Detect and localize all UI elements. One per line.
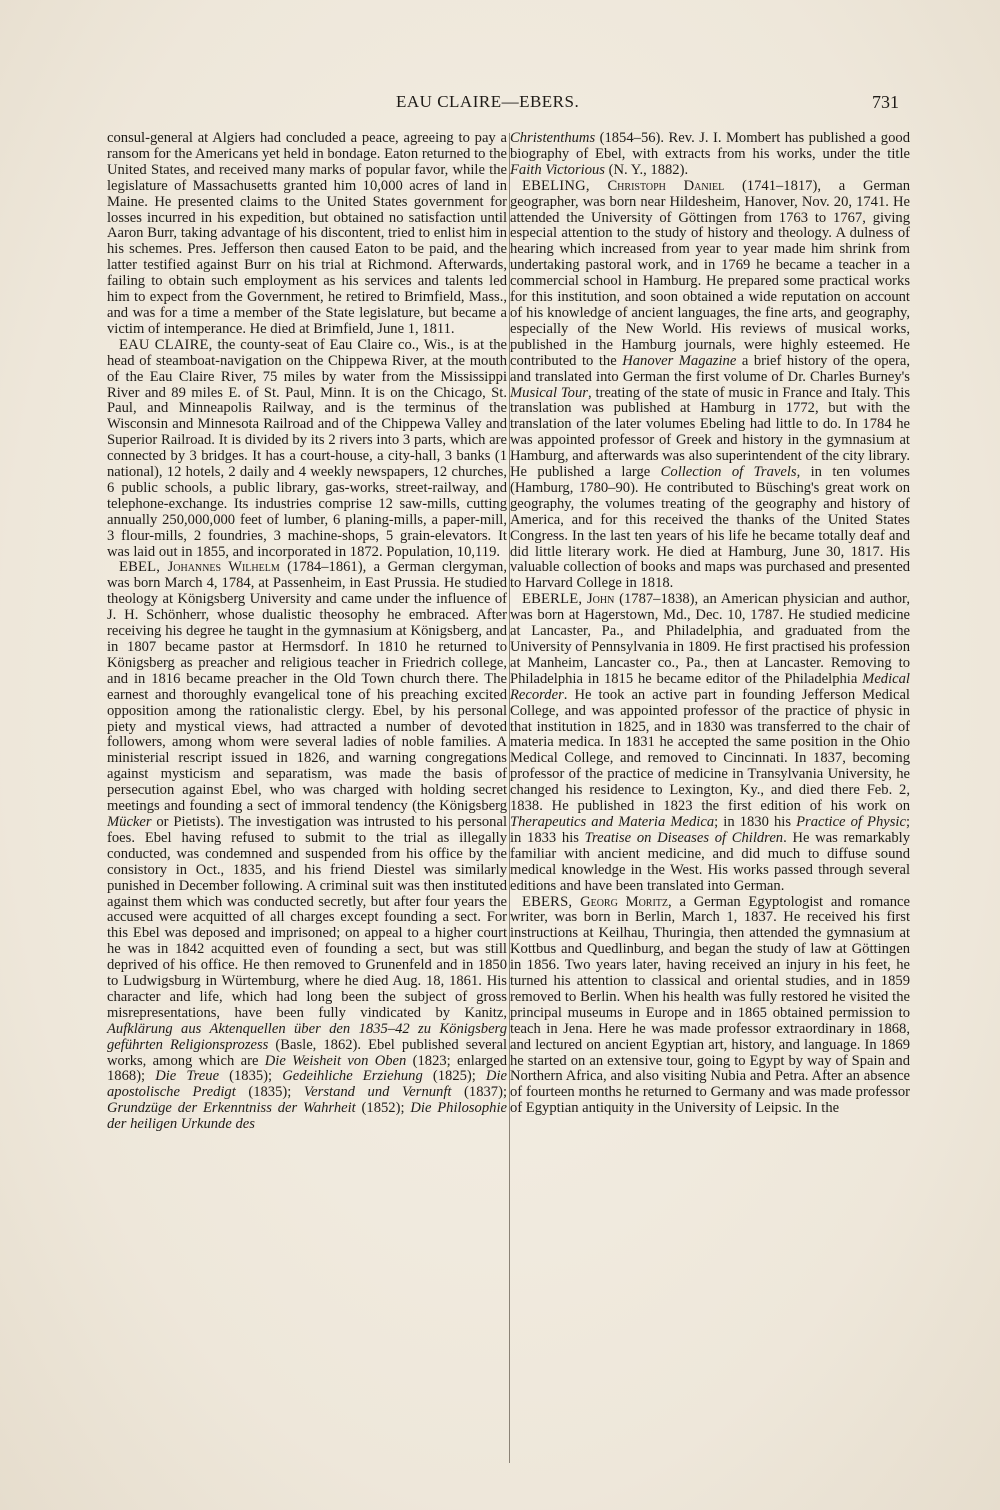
entry-text: . He was remarkably familiar with ancient medicine, and did much to diffuse sound medical knowledge in the West. His works passed through several editions and have been translated into German.	[510, 829, 911, 894]
entry-ebeling	[510, 179, 910, 593]
italic-title: Aufklärung aus Aktenquellen über den 1835–42 zu Königsberg geführten Religionsprozess	[107, 1020, 507, 1053]
entry-headword: EBELING,	[522, 177, 590, 194]
entry-text: , treating of the state of music in France and Italy. This translation was published at Hamburg in 1772, but with the translation of the later volumes Ebeling had little to do. In 1784 he was appointed professor of Greek and history in the gymnasium at Hamburg, and afterwards was also superintendent of the city library. He published a large	[510, 384, 910, 481]
italic-title: Medical Recorder	[510, 670, 910, 703]
entry-text: (1852);	[355, 1100, 411, 1117]
italic-term: Mücker	[107, 813, 152, 830]
entry-ebers	[510, 895, 910, 1118]
italic-title: Hanover Magazine	[622, 352, 737, 369]
entry-text: (1825);	[422, 1068, 486, 1085]
entry-text: (1741–1817), a German geographer, was born near Hildesheim, Hanover, Nov. 20, 1741. He attended the University of Göttingen from 1763 to 1767, giving especial attention to the study of history and theology. A dulness of hearing which increased from year to year made him shrink from undertaking pastoral work, and in 1769 he became a teacher in a commercial school in Hamburg. He prepared some practical works for this institution, and soon obtained a wide reputation on account of his knowledge of ancient languages, the fine arts, and geography, especially of the New World. His reviews of musical works, published in the Hamburg journals, were highly esteemed. He contributed to the	[510, 177, 910, 369]
ebel-continuation-paragraph	[510, 131, 910, 179]
entry-headword: EBEL,	[119, 559, 161, 576]
italic-title: Die Philosophie der heiligen Urkunde des	[107, 1100, 507, 1133]
italic-title: Die Treue	[155, 1068, 220, 1085]
left-column	[107, 131, 507, 1133]
italic-title: Christenthums	[510, 130, 596, 146]
italic-title: Treatise on Diseases of Children	[584, 829, 784, 846]
entry-given-names: Johannes Wilhelm	[167, 559, 280, 576]
entry-text: (Basle, 1862). Ebel published several works, among which are	[107, 1036, 508, 1069]
entry-text: (1837);	[451, 1084, 508, 1101]
entry-text: a brief history of the opera, and translated into German the first volume of Dr. Charles Burney's	[510, 352, 911, 385]
page-number: 731	[872, 92, 899, 112]
entry-text: (1787–1838), an American physician and author, was born at Hagerstown, Md., Dec. 10, 1787. He studied medicine at Lancaster, Pa., and Philadelphia, and graduated from the University of Pennsylvania in 1809. He first practised his profession at Manheim, Lancaster co., Pa., then at Lancaster. Removing to Philadelphia in 1815 he became editor of the Philadelphia	[510, 591, 910, 687]
entry-eau-claire	[107, 338, 507, 561]
entry-headword: EAU CLAIRE,	[119, 336, 213, 353]
entry-headword: EBERS,	[522, 893, 573, 910]
entry-text: , in ten volumes (Hamburg, 1780–90). He contributed to Büsching's great work on geography, the volumes treating of the geography and history of America, and for this received the thanks of the United States Congress. In the last ten years of his life he became totally deaf and did little literary work. He died at Hamburg, June 30, 1817. His valuable collection of books and maps was purchased and presented to Harvard College in 1818.	[510, 464, 910, 592]
entry-given-names: Christoph Daniel	[607, 177, 725, 194]
running-head: EAU CLAIRE—EBERS.	[396, 92, 580, 111]
entry-text: , a German Egyptologist and romance writer, was born in Berlin, March 1, 1837. He received his first instructions at Keilhau, Thuringia, then attended the gymnasium at Kottbus and Quedlinburg, and began the study of law at Göttingen in 1856. Two years later, having received an injury in his feet, he turned his attention to classical and oriental studies, and in 1859 removed to Berlin. When his health was fully restored he visited the principal museums in Europe and in 1865 obtained permission to teach in Jena. Here he was made professor extraordinary in 1868, and lectured on ancient Egyptian art, history, and language. In 1869 he started on an extensive tour, going to Egypt by way of Spain and Northern Africa, and also visiting Nubia and Petra. After an absence of fourteen months he returned to Germany and was made professor of Egyptian antiquity in the University of Leipsic. In the	[510, 893, 910, 1117]
italic-title: Musical Tour	[510, 384, 588, 401]
entry-text: ; in 1833 his	[510, 813, 911, 846]
right-column	[510, 131, 910, 1117]
entry-text: (1823; enlarged 1868);	[107, 1052, 507, 1085]
italic-title: Practice of Physic	[796, 813, 906, 830]
italic-title: Grundzüge der Erkenntniss der Wahrheit	[107, 1100, 356, 1117]
italic-title: Therapeutics and Materia Medica	[510, 813, 715, 830]
italic-title: Gedeihliche Erziehung	[282, 1068, 423, 1085]
italic-title: Die Weisheit von Oben	[264, 1052, 407, 1069]
entry-headword: EBERLE,	[522, 591, 583, 608]
entry-text: (N. Y., 1882).	[605, 161, 689, 178]
italic-title: Collection of Travels	[660, 464, 797, 481]
eaton-continuation-paragraph: consul-general at Algiers had concluded a peace, agreeing to pay a ransom for the Americans yet held in bondage. Eaton returned to the United States, and received many marks of popular favor, while the legislature of Massachusetts granted him 10,000 acres of land in Maine. He presented claims to the United States government for losses incurred in his expedition, but obtained no satisfaction until Aaron Burr, taking advantage of his discontent, tried to enlist him in his schemes. Pres. Jefferson then caused Eaton to be paid, and the latter testified against Burr on his trial at Richmond. Afterwards, failing to obtain such employment as his services and talents led him to expect from the Government, he retired to Brimfield, Mass., and was for a time a member of the State legislature, but became a victim of intemperance. He died at Brimfield, June 1, 1811.	[107, 130, 507, 337]
entry-given-names: John	[586, 591, 615, 608]
entry-text: (1854–56). Rev. J. I. Mombert has published a good biography of Ebel, with extracts from his works, under the title	[510, 130, 910, 162]
entry-text: or Pietists). The investigation was intrusted to his personal foes. Ebel having refused to submit to the trial as illegally conducted, was condemned and suspended from his office by the consistory in Oct., 1835, and his friend Diestel was similarly punished in December following. A criminal suit was then instituted against them which was conducted secretly, but after four years the accused were acquitted of all charges except founding a sect. For this Ebel was deposed and imprisoned; on appeal to a higher court he was in 1842 acquitted even of founding a sect, but was still deprived of his office. He then removed to Grunenfeld and in 1850 to Ludwigsburg in Würtemburg, where he died Aug. 18, 1861. His character and life, which had long been the subject of gross misrepresentations, have been fully vindicated by Kanitz,	[107, 813, 507, 1021]
entry-text: (1835);	[235, 1084, 304, 1101]
italic-title: Faith Victorious	[510, 161, 605, 178]
entry-text: (1784–1861), a German clergyman, was born March 4, 1784, at Passenheim, in East Prussia. He studied theology at Königsberg University and came under the influence of J. H. Schönherr, whose dualistic theosophy he embraced. After receiving his degree he taught in the gymnasium at Königsberg, and in 1807 became pastor at Hermsdorf. In 1810 he returned to Königsberg as preacher and religious teacher in Friedrich college, and in 1816 became preacher in the Old Town church there. The earnest and thoroughly evangelical tone of his preaching excited opposition among the rationalistic clergy. Ebel, by his personal piety and mystical views, had attracted a number of devoted followers, among whom were several ladies of noble families. A ministerial rescript issued in 1826, and warning congregations against mysticism and separatism, was made the basis of persecution against Ebel, who was charged with holding secret meetings and founding a sect of immoral tendency (the Königsberg	[107, 559, 507, 815]
entry-ebel	[107, 560, 507, 1133]
italic-title: Verstand und Vernunft	[303, 1084, 452, 1101]
entry-given-names: Georg Moritz	[580, 893, 669, 910]
entry-text: the county-seat of Eau Claire co., Wis., is at the head of steamboat-navigation on the Chippewa River, at the mouth of the Eau Claire River, 75 miles by water from the Mississippi River and 89 miles E. of St. Paul, Minn. It is on the Chicago, St. Paul, and Minneapolis Railway, and is the terminus of the Wisconsin and Minnesota Railroad and of the Chippewa Valley and Superior Railroad. It is divided by its 2 rivers into 3 parts, which are connected by 3 bridges. It has a court-house, a city-hall, 3 banks (1 national), 12 hotels, 2 daily and 4 weekly newspapers, 12 churches, 6 public schools, a public library, gas-works, street-railway, and telephone-exchange. Its industries comprise 12 saw-mills, cutting annually 250,000,000 feet of lumber, 6 planing-mills, a paper-mill, 3 flour-mills, 2 foundries, 3 machine-shops, 5 grain-elevators. It was laid out in 1855, and incorporated in 1872. Population, 10,119.	[107, 336, 507, 560]
italic-title: Die apostolische Predigt	[107, 1068, 507, 1101]
entry-text: . He took an active part in founding Jefferson Medical College, and was appointed professor of the practice of physic in that institution in 1825, and in 1830 was transferred to the chair of materia medica. In 1831 he accepted the same position in the Ohio Medical College, and removed to Cincinnati. In 1837, becoming professor of the practice of medicine in Transylvania University, he changed his residence to Lexington, Ky., and died there Feb. 2, 1838. He published in 1823 the first edition of his work on	[510, 686, 910, 815]
entry-text: (1835);	[219, 1068, 283, 1085]
entry-text: ; in 1830 his	[714, 813, 797, 830]
entry-eberle	[510, 592, 910, 894]
